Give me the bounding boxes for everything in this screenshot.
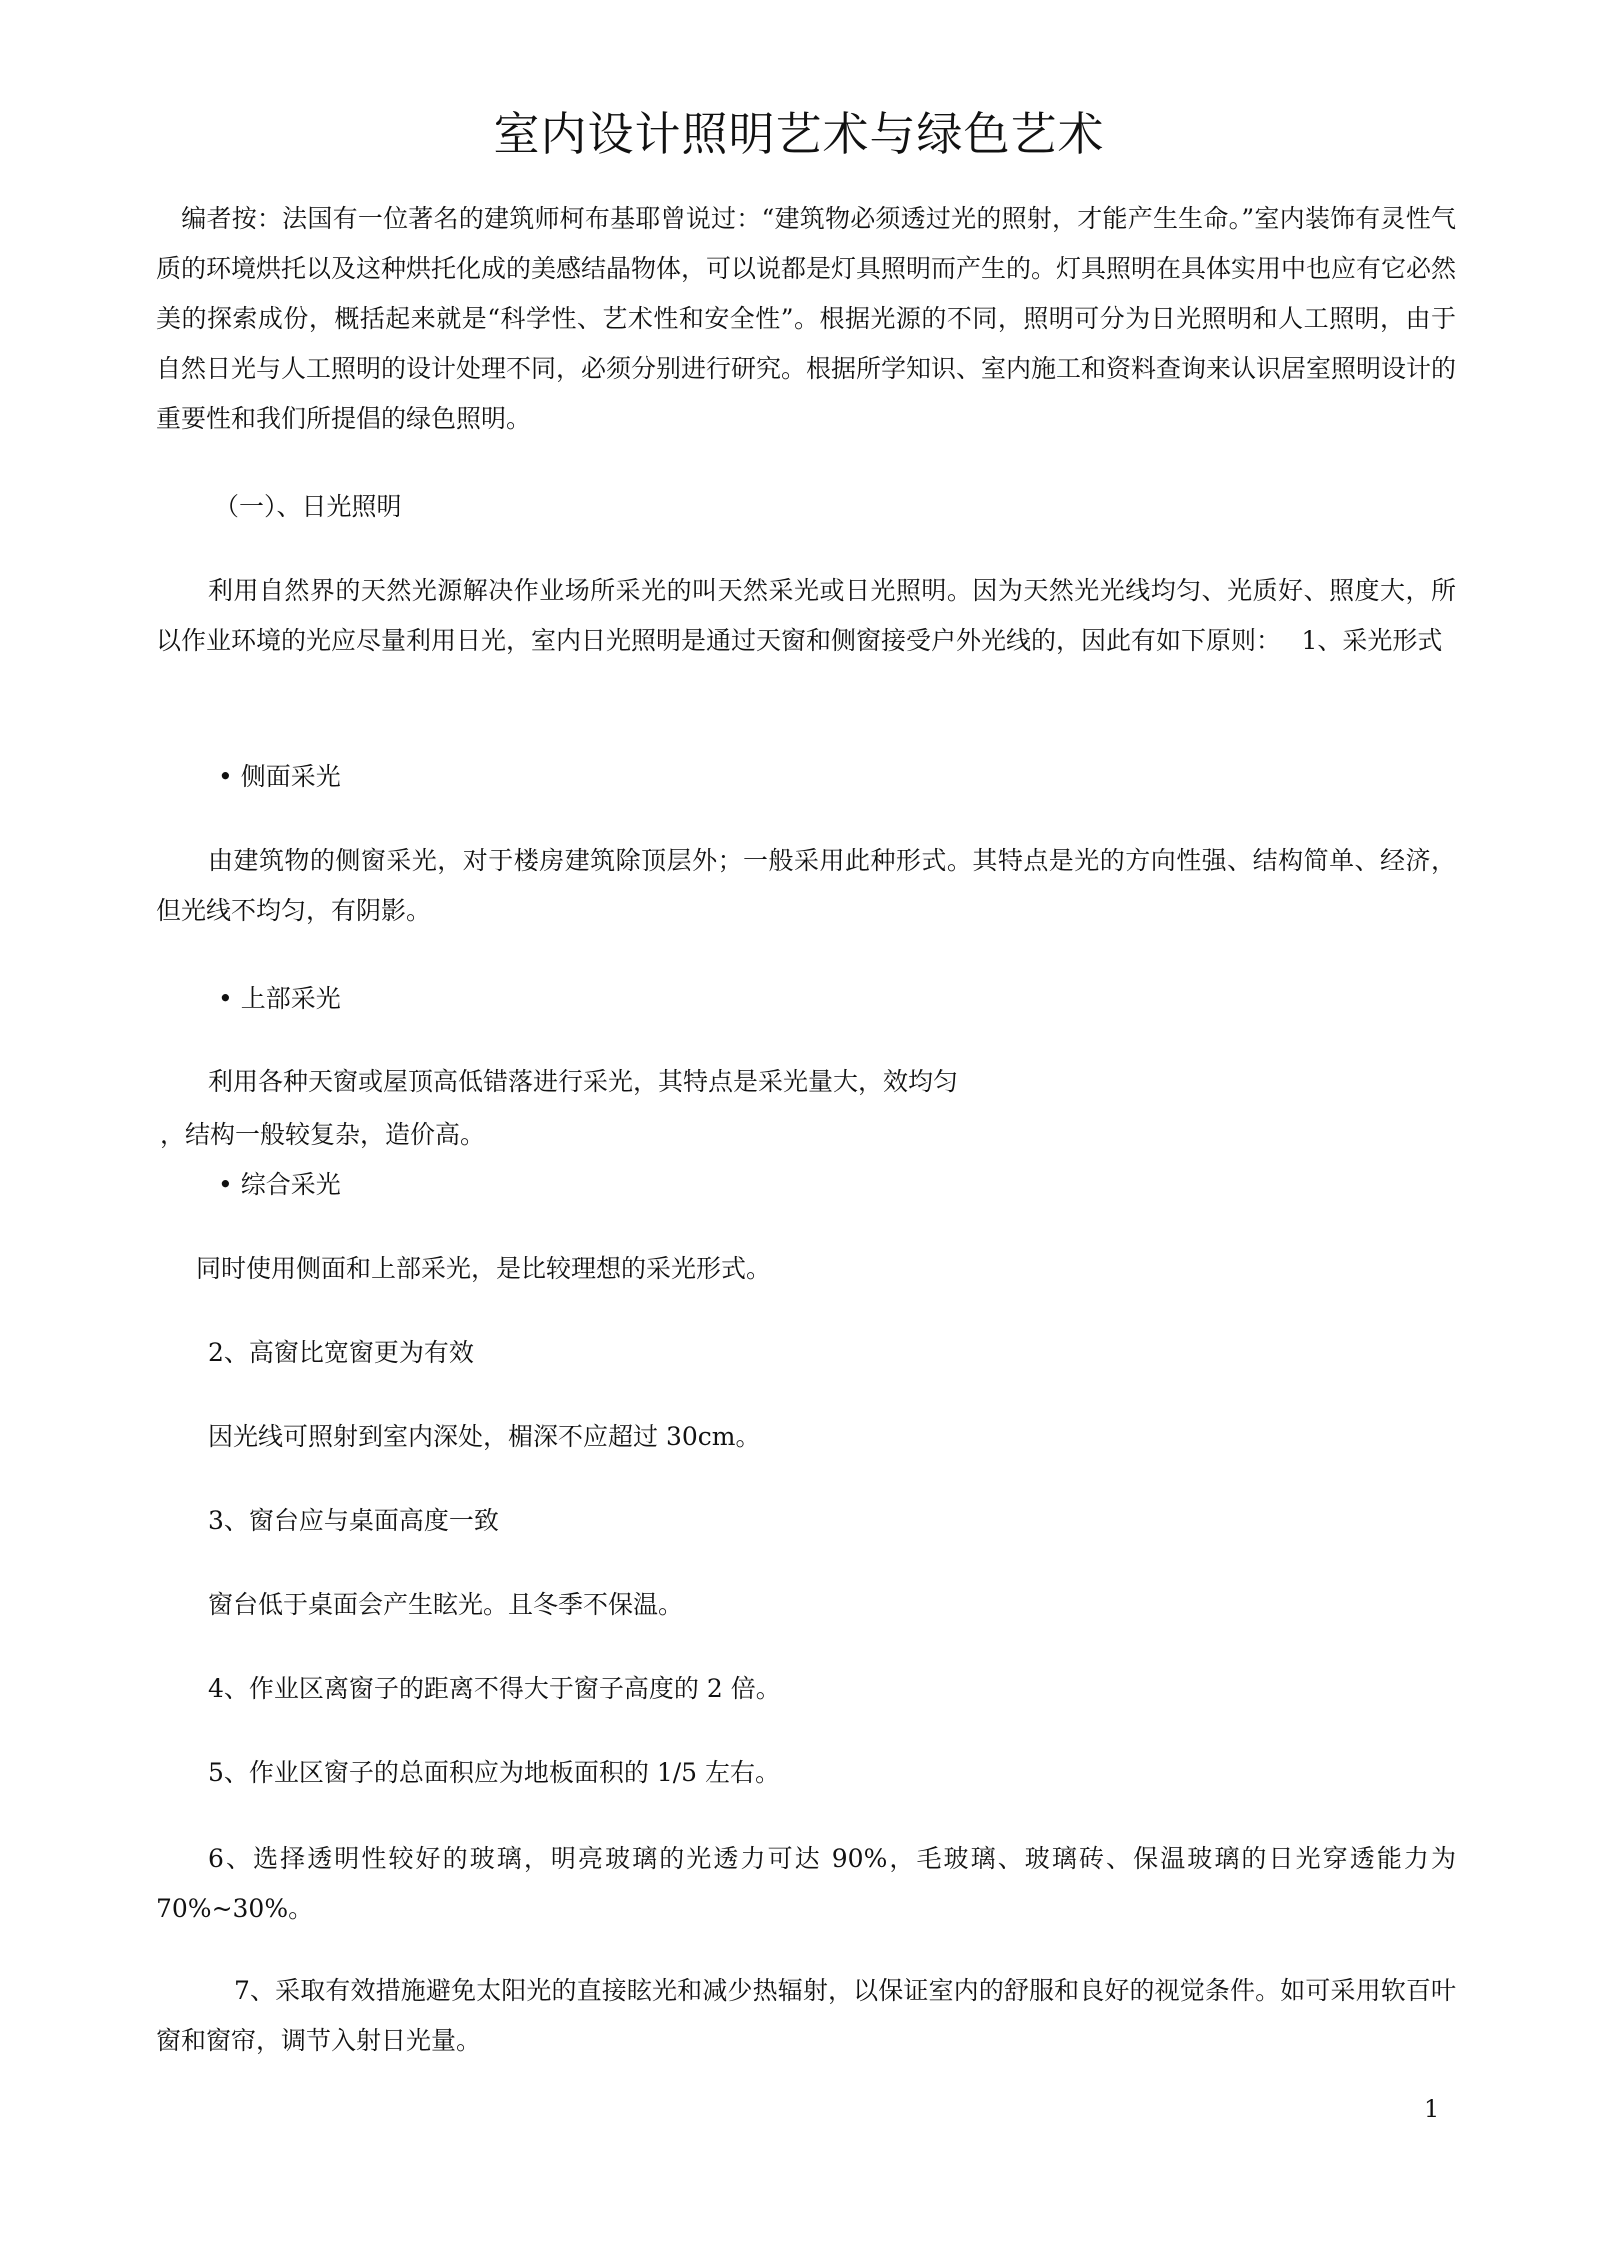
item-3-text: 窗台低于桌面会产生眩光。且冬季不保温。 xyxy=(208,1590,684,1619)
bullet-top-lighting: • 上部采光 xyxy=(218,984,341,1013)
bullet-combined-lighting: • 综合采光 xyxy=(218,1170,341,1199)
top-lighting-text-line2: ，结构一般较复杂，造价高。 xyxy=(160,1120,486,1149)
bullet-side-lighting: • 侧面采光 xyxy=(218,762,341,791)
page-title: 室内设计照明艺术与绿色艺术 xyxy=(493,107,1105,161)
item-7: 7、采取有效措施避免太阳光的直接眩光和减少热辐射，以保证室内的舒服和良好的视觉条件。如可采用软百叶窗和窗帘，调节入射日光量。 xyxy=(156,1976,1456,2055)
item-5: 5、作业区窗子的总面积应为地板面积的 1/5 左右。 xyxy=(208,1758,781,1787)
item-4: 4、作业区离窗子的距离不得大于窗子高度的 2 倍。 xyxy=(208,1674,781,1703)
item-2-heading: 2、高窗比宽窗更为有效 xyxy=(208,1338,474,1367)
item-6: 6、选择透明性较好的玻璃，明亮玻璃的光透力可达 90%，毛玻璃、玻璃砖、保温玻璃的日光穿透能力为 70%~30%。 xyxy=(156,1844,1456,1923)
intro-paragraph: 编者按：法国有一位著名的建筑师柯布基耶曾说过：“建筑物必须透过光的照射，才能产生生命。”室内装饰有灵性气质的环境烘托以及这种烘托化成的美感结晶物体，可以说都是灯具照明而产生的。灯具照明在具体实用中也应有它必然美的探索成份，概括起来就是“科学性、艺术性和安全性”。根据光源的不同，照明可分为日光照明和人工照明，由于自然日光与人工照明的设计处理不同，必须分别进行研究。根据所学知识、室内施工和资料查询来认识居室照明设计的重要性和我们所提倡的绿色照明。 xyxy=(156,204,1457,433)
side-lighting-text: 由建筑物的侧窗采光，对于楼房建筑除顶层外；一般采用此种形式。其特点是光的方向性强、结构简单、经济，但光线不均匀，有阴影。 xyxy=(156,846,1456,925)
page-number: 1 xyxy=(1424,2095,1440,2123)
combined-lighting-text: 同时使用侧面和上部采光，是比较理想的采光形式。 xyxy=(196,1254,772,1283)
top-lighting-text-line1: 利用各种天窗或屋顶高低错落进行采光，其特点是采光量大，效均匀 xyxy=(208,1067,959,1096)
daylight-paragraph: 利用自然界的天然光源解决作业场所采光的叫天然采光或日光照明。因为天然光光线均匀、光质好、照度大，所以作业环境的光应尽量利用日光，室内日光照明是通过天窗和侧窗接受户外光线的，因此有如下原则： 1、采光形式 xyxy=(156,576,1456,655)
item-2-text: 因光线可照射到室内深处，楣深不应超过 30cm。 xyxy=(208,1422,761,1451)
item-3-heading: 3、窗台应与桌面高度一致 xyxy=(208,1506,499,1535)
section-heading-daylight: （一）、日光照明 xyxy=(214,492,402,521)
